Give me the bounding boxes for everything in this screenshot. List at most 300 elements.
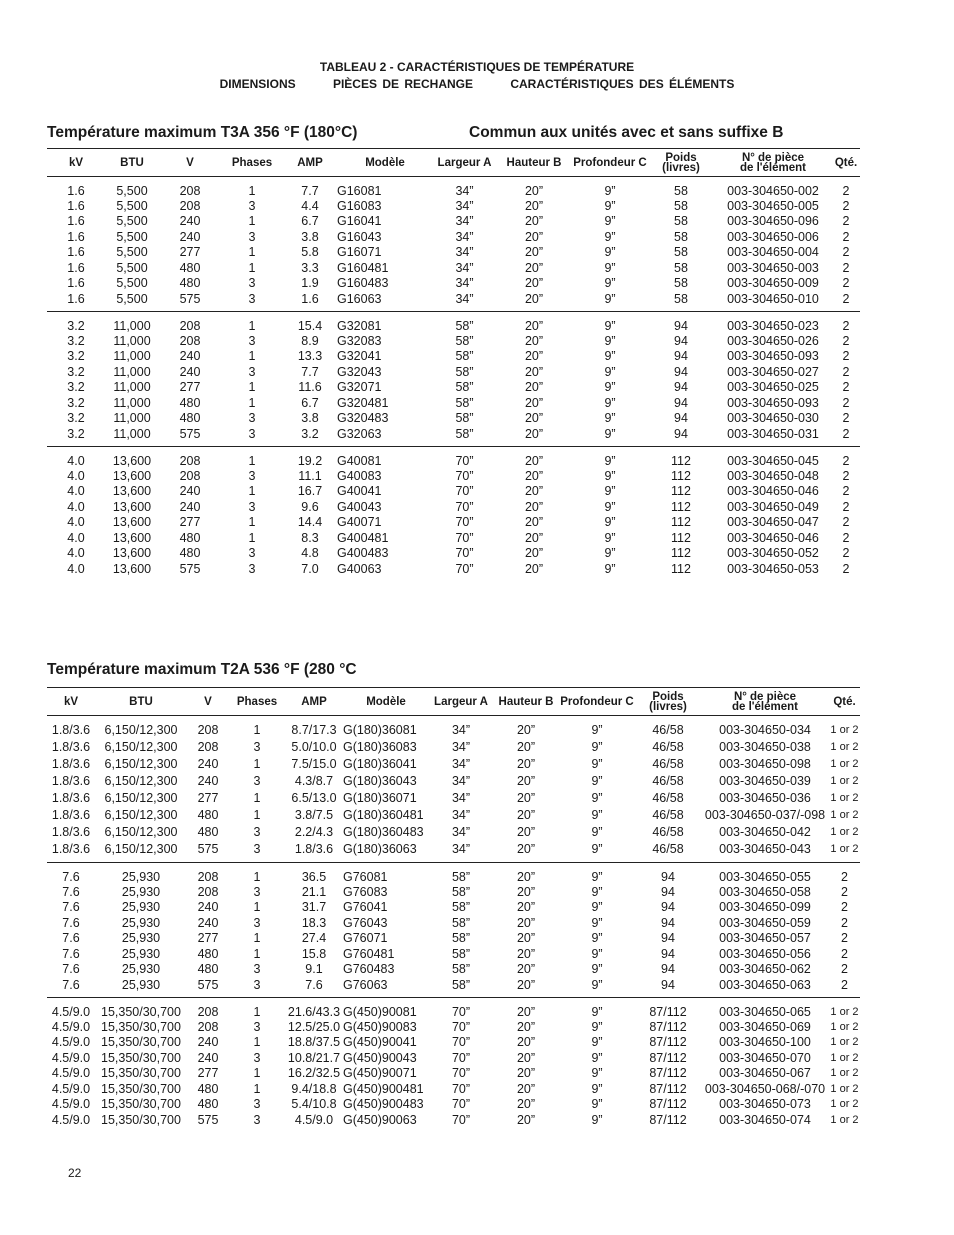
cell-model: G32043 <box>337 364 382 379</box>
cell-btu: 25,930 <box>121 977 161 992</box>
cell-part-number: 003-304650-070 <box>719 1050 811 1065</box>
cell-qty: 1 or 2 <box>830 724 859 737</box>
col-amp: AMP <box>297 156 323 169</box>
cell-amp: 36.5 <box>301 869 327 884</box>
cell-phases: 3 <box>253 915 261 930</box>
cell-part-number: 003-304650-043 <box>719 841 811 856</box>
table-row <box>47 931 860 947</box>
cell-height: 20” <box>516 915 536 930</box>
cell-model: G(450)90083 <box>343 1019 417 1034</box>
cell-v: 277 <box>179 245 201 260</box>
table-row <box>47 484 860 500</box>
cell-part-number: 003-304650-034 <box>719 723 811 738</box>
cell-phases: 3 <box>248 426 256 441</box>
cell-qty: 2 <box>842 515 850 530</box>
cell-v: 480 <box>197 946 219 961</box>
cell-btu: 5,500 <box>116 276 148 291</box>
cell-height: 20” <box>516 977 536 992</box>
cell-amp: 21.1 <box>301 884 327 899</box>
cell-width: 58” <box>455 411 474 426</box>
cell-phases: 1 <box>253 1066 261 1081</box>
row-group <box>47 863 860 998</box>
cell-qty: 2 <box>841 946 848 961</box>
cell-kv: 1.8/3.6 <box>51 791 91 805</box>
cell-amp: 6.7 <box>301 395 319 410</box>
cell-v: 575 <box>179 561 201 576</box>
cell-weight: 112 <box>671 453 691 468</box>
cell-btu: 25,930 <box>121 884 161 899</box>
cell-qty: 1 or 2 <box>830 842 859 855</box>
cell-width: 58” <box>455 364 474 379</box>
cell-v: 240 <box>179 229 201 244</box>
table-header-row <box>47 688 860 716</box>
table-row <box>47 998 860 1020</box>
cell-v: 575 <box>179 291 201 306</box>
cell-amp: 1.9 <box>301 276 319 291</box>
cell-part-number: 003-304650-047 <box>727 515 819 530</box>
cell-kv: 4.0 <box>67 468 85 483</box>
cell-width: 70” <box>455 468 474 483</box>
cell-amp: 9.4/18.8 <box>291 1081 337 1096</box>
cell-height: 20” <box>516 946 536 961</box>
cell-width: 58” <box>455 333 474 348</box>
cell-model: G16071 <box>337 245 382 260</box>
cell-depth: 9” <box>591 740 603 754</box>
cell-btu: 6,150/12,300 <box>104 723 178 738</box>
cell-kv: 1.8/3.6 <box>51 723 91 738</box>
cell-weight: 46/58 <box>652 808 684 822</box>
cell-btu: 5,500 <box>116 245 148 260</box>
cell-weight: 94 <box>674 333 688 348</box>
cell-depth: 9” <box>591 841 603 856</box>
cell-qty: 2 <box>842 333 850 348</box>
cell-height: 20” <box>516 869 536 884</box>
cell-width: 70” <box>451 1050 471 1065</box>
cell-width: 58” <box>455 349 474 364</box>
cell-model: G760481 <box>343 946 395 961</box>
cell-model: G32083 <box>337 333 382 348</box>
cell-weight: 94 <box>661 915 675 930</box>
cell-depth: 9” <box>604 333 616 348</box>
cell-btu: 15,350/30,700 <box>101 1019 181 1034</box>
cell-amp: 21.6/43.3 <box>287 1004 341 1019</box>
table-subheading <box>0 77 954 91</box>
cell-v: 480 <box>197 808 219 822</box>
cell-qty: 2 <box>842 364 850 379</box>
cell-model: G(450)900483 <box>343 1097 424 1112</box>
cell-part-number: 003-304650-099 <box>719 900 811 915</box>
cell-width: 70” <box>451 1066 471 1081</box>
cell-kv: 1.6 <box>67 291 85 306</box>
col-phases: Phases <box>236 695 278 708</box>
cell-part-number: 003-304650-003 <box>727 260 819 275</box>
cell-model: G40041 <box>337 484 382 499</box>
cell-amp: 7.5/15.0 <box>291 757 337 771</box>
col-part-number: N° de pièce de l'élément <box>739 151 806 174</box>
cell-depth: 9” <box>591 1112 603 1127</box>
cell-width: 34” <box>451 791 471 805</box>
cell-kv: 3.2 <box>67 333 85 348</box>
table-row <box>47 739 860 756</box>
cell-height: 20” <box>524 260 544 275</box>
cell-model: G(180)36081 <box>343 723 417 738</box>
cell-model: G40083 <box>337 468 382 483</box>
table-row <box>47 756 860 773</box>
cell-height: 20” <box>516 931 536 946</box>
cell-width: 70” <box>455 546 474 561</box>
table-row <box>47 214 860 230</box>
cell-amp: 15.8 <box>301 946 327 961</box>
cell-depth: 9” <box>604 380 616 395</box>
cell-kv: 4.5/9.0 <box>51 1019 91 1034</box>
cell-height: 20” <box>516 962 536 977</box>
table-row <box>47 546 860 562</box>
cell-phases: 3 <box>253 962 261 977</box>
cell-phases: 3 <box>253 884 261 899</box>
cell-phases: 1 <box>253 808 261 822</box>
cell-btu: 15,350/30,700 <box>101 1081 181 1096</box>
cell-btu: 13,600 <box>112 515 152 530</box>
cell-width: 58” <box>455 380 474 395</box>
cell-btu: 5,500 <box>116 214 148 229</box>
cell-amp: 5.4/10.8 <box>291 1097 337 1112</box>
cell-amp: 13.3 <box>297 349 323 364</box>
cell-kv: 7.6 <box>62 915 80 930</box>
table-row <box>47 291 860 312</box>
cell-v: 240 <box>197 774 219 788</box>
cell-depth: 9” <box>604 530 616 545</box>
cell-weight: 94 <box>674 349 688 364</box>
cell-v: 208 <box>197 723 219 738</box>
cell-qty: 2 <box>842 453 850 468</box>
cell-height: 20” <box>524 276 544 291</box>
cell-v: 480 <box>179 395 201 410</box>
cell-model: G(450)900481 <box>343 1081 424 1096</box>
cell-model: G16063 <box>337 291 382 306</box>
cell-height: 20” <box>516 757 536 771</box>
table-row <box>47 312 860 334</box>
cell-v: 277 <box>197 931 219 946</box>
cell-qty: 2 <box>842 395 850 410</box>
cell-depth: 9” <box>604 214 616 229</box>
cell-amp: 3.8/7.5 <box>294 808 334 822</box>
cell-phases: 1 <box>253 869 261 884</box>
cell-width: 34” <box>455 198 474 213</box>
cell-amp: 6.5/13.0 <box>291 791 337 805</box>
cell-qty: 1 or 2 <box>830 1020 859 1033</box>
cell-qty: 2 <box>842 546 850 561</box>
cell-v: 240 <box>197 1035 219 1050</box>
cell-width: 70” <box>451 1097 471 1112</box>
table-row <box>47 1112 860 1133</box>
cell-height: 20” <box>516 1097 536 1112</box>
cell-phases: 1 <box>253 757 261 771</box>
cell-width: 70” <box>451 1112 471 1127</box>
cell-btu: 6,150/12,300 <box>104 757 178 771</box>
cell-qty: 1 or 2 <box>830 1098 859 1111</box>
cell-part-number: 003-304650-093 <box>727 349 819 364</box>
cell-part-number: 003-304650-010 <box>727 291 819 306</box>
cell-qty: 2 <box>841 915 848 930</box>
cell-weight: 94 <box>674 364 688 379</box>
cell-btu: 6,150/12,300 <box>104 791 178 805</box>
cell-weight: 112 <box>671 530 691 545</box>
cell-btu: 5,500 <box>116 229 148 244</box>
cell-kv: 4.5/9.0 <box>51 1112 91 1127</box>
cell-model: G16081 <box>337 183 382 198</box>
table-row <box>47 1081 860 1097</box>
cell-depth: 9” <box>591 931 603 946</box>
cell-part-number: 003-304650-037/-098 <box>704 808 826 822</box>
cell-kv: 7.6 <box>62 884 80 899</box>
cell-height: 20” <box>524 349 544 364</box>
cell-v: 575 <box>197 1112 219 1127</box>
table-row <box>47 515 860 531</box>
cell-part-number: 003-304650-068/-070 <box>704 1081 826 1096</box>
cell-height: 20” <box>524 198 544 213</box>
col-kv: kV <box>68 156 84 169</box>
cell-amp: 6.7 <box>301 214 319 229</box>
cell-weight: 94 <box>661 962 675 977</box>
cell-part-number: 003-304650-046 <box>727 530 819 545</box>
cell-btu: 25,930 <box>121 931 161 946</box>
cell-qty: 2 <box>842 260 850 275</box>
cell-depth: 9” <box>604 546 616 561</box>
table-row <box>47 946 860 962</box>
cell-depth: 9” <box>591 884 603 899</box>
cell-part-number: 003-304650-057 <box>719 931 811 946</box>
cell-kv: 3.2 <box>67 426 85 441</box>
cell-v: 208 <box>179 453 201 468</box>
cell-kv: 4.5/9.0 <box>51 1050 91 1065</box>
cell-v: 480 <box>179 530 201 545</box>
cell-height: 20” <box>524 468 544 483</box>
cell-qty: 2 <box>842 561 850 576</box>
cell-width: 70” <box>455 484 474 499</box>
cell-phases: 3 <box>253 825 261 839</box>
cell-amp: 15.4 <box>297 318 323 333</box>
cell-depth: 9” <box>591 774 603 788</box>
cell-v: 277 <box>197 791 219 805</box>
cell-v: 208 <box>197 1004 219 1019</box>
table-row <box>47 395 860 411</box>
cell-width: 34” <box>451 723 471 738</box>
cell-btu: 6,150/12,300 <box>104 740 178 754</box>
cell-kv: 1.8/3.6 <box>51 757 91 771</box>
cell-depth: 9” <box>604 395 616 410</box>
table-row <box>47 773 860 790</box>
cell-depth: 9” <box>604 484 616 499</box>
cell-height: 20” <box>524 484 544 499</box>
cell-phases: 1 <box>248 453 256 468</box>
cell-weight: 87/112 <box>649 1004 687 1019</box>
cell-phases: 3 <box>248 546 256 561</box>
cell-amp: 11.1 <box>298 468 322 483</box>
cell-qty: 2 <box>842 245 850 260</box>
cell-amp: 1.6 <box>301 291 319 306</box>
cell-qty: 1 or 2 <box>830 775 859 787</box>
spec-table-t2a <box>47 687 860 1133</box>
cell-height: 20” <box>524 364 544 379</box>
cell-height: 20” <box>524 380 544 395</box>
cell-height: 20” <box>524 245 544 260</box>
table-row <box>47 364 860 380</box>
table-row <box>47 824 860 841</box>
cell-height: 20” <box>516 791 536 805</box>
cell-width: 34” <box>451 774 471 788</box>
cell-width: 58” <box>451 962 471 977</box>
col-phases: Phases <box>231 156 273 169</box>
cell-height: 20” <box>516 774 536 788</box>
cell-model: G320481 <box>337 395 389 410</box>
cell-phases: 3 <box>248 468 256 483</box>
cell-phases: 3 <box>248 561 256 576</box>
cell-depth: 9” <box>591 1050 603 1065</box>
cell-part-number: 003-304650-039 <box>719 774 811 788</box>
cell-v: 480 <box>179 260 201 275</box>
cell-kv: 4.0 <box>67 484 85 499</box>
cell-weight: 94 <box>661 931 675 946</box>
cell-kv: 1.6 <box>67 276 85 291</box>
cell-btu: 11,000 <box>113 333 151 348</box>
col-v: V <box>204 695 212 708</box>
cell-v: 480 <box>197 962 219 977</box>
cell-part-number: 003-304650-098 <box>719 757 811 771</box>
cell-kv: 1.8/3.6 <box>51 740 91 754</box>
table-row <box>47 499 860 515</box>
cell-height: 20” <box>524 411 544 426</box>
cell-model: G40071 <box>337 515 382 530</box>
cell-v: 240 <box>179 214 201 229</box>
cell-kv: 1.6 <box>67 214 85 229</box>
cell-model: G76071 <box>343 931 388 946</box>
row-group <box>47 998 860 1133</box>
cell-btu: 5,500 <box>116 198 148 213</box>
cell-btu: 25,930 <box>121 946 161 961</box>
cell-height: 20” <box>524 515 544 530</box>
cell-btu: 11,000 <box>113 411 151 426</box>
cell-part-number: 003-304650-038 <box>719 740 811 754</box>
col-qty: Qté. <box>834 156 858 169</box>
cell-amp: 3.8 <box>301 411 319 426</box>
cell-qty: 2 <box>842 411 850 426</box>
cell-amp: 5.8 <box>301 245 319 260</box>
cell-model: G(180)360483 <box>343 825 424 839</box>
cell-weight: 112 <box>671 468 691 483</box>
table-row <box>47 229 860 245</box>
cell-qty: 1 or 2 <box>830 826 859 838</box>
cell-qty: 2 <box>841 869 848 884</box>
cell-model: G16083 <box>337 198 382 213</box>
cell-phases: 3 <box>253 841 261 856</box>
cell-model: G76063 <box>343 977 388 992</box>
cell-v: 277 <box>179 380 201 395</box>
cell-v: 240 <box>179 484 201 499</box>
cell-phases: 3 <box>253 740 261 754</box>
cell-width: 34” <box>451 825 471 839</box>
cell-weight: 58 <box>674 229 688 244</box>
cell-weight: 87/112 <box>649 1066 687 1081</box>
cell-height: 20” <box>516 808 536 822</box>
cell-qty: 2 <box>842 183 850 198</box>
table-row <box>47 245 860 261</box>
cell-width: 58” <box>455 426 474 441</box>
cell-kv: 4.0 <box>67 453 85 468</box>
cell-btu: 25,930 <box>121 869 161 884</box>
cell-amp: 4.4 <box>301 198 319 213</box>
cell-model: G(180)36083 <box>343 740 417 754</box>
cell-phases: 1 <box>253 900 261 915</box>
cell-part-number: 003-304650-049 <box>727 499 819 514</box>
cell-weight: 46/58 <box>652 723 684 738</box>
cell-weight: 58 <box>674 245 688 260</box>
cell-v: 208 <box>179 333 201 348</box>
cell-depth: 9” <box>591 869 603 884</box>
cell-btu: 25,930 <box>121 915 161 930</box>
cell-height: 20” <box>516 841 536 856</box>
cell-part-number: 003-304650-093 <box>727 395 819 410</box>
table-row <box>47 333 860 349</box>
cell-qty: 1 or 2 <box>830 809 859 821</box>
cell-qty: 2 <box>841 931 848 946</box>
cell-amp: 3.2 <box>301 426 319 441</box>
sub-spare-parts: PIÈCES DE RECHANGE <box>332 77 473 91</box>
cell-btu: 15,350/30,700 <box>101 1066 181 1081</box>
col-weight: Poids (livres) <box>662 151 700 174</box>
cell-phases: 1 <box>248 260 256 275</box>
cell-weight: 46/58 <box>652 740 684 754</box>
cell-qty: 1 or 2 <box>830 1113 859 1126</box>
table-header-row <box>47 149 860 177</box>
cell-btu: 11,000 <box>113 426 151 441</box>
cell-amp: 1.8/3.6 <box>294 841 334 856</box>
col-btu: BTU <box>129 695 153 708</box>
cell-height: 20” <box>524 229 544 244</box>
cell-amp: 10.8/21.7 <box>287 1050 341 1065</box>
cell-v: 480 <box>197 1081 219 1096</box>
cell-amp: 11.6 <box>298 380 322 395</box>
table-row <box>47 900 860 916</box>
cell-weight: 94 <box>661 977 675 992</box>
cell-v: 240 <box>197 900 219 915</box>
cell-v: 277 <box>179 515 201 530</box>
cell-model: G40043 <box>337 499 382 514</box>
table-row <box>47 1050 860 1066</box>
cell-qty: 2 <box>842 291 850 306</box>
cell-kv: 3.2 <box>67 411 85 426</box>
cell-part-number: 003-304650-065 <box>719 1004 811 1019</box>
cell-weight: 46/58 <box>652 757 684 771</box>
cell-height: 20” <box>524 426 544 441</box>
col-weight: Poids (livres) <box>649 690 687 713</box>
cell-part-number: 003-304650-056 <box>719 946 811 961</box>
cell-amp: 3.3 <box>301 260 319 275</box>
row-group <box>47 716 860 863</box>
cell-width: 58” <box>451 900 471 915</box>
cell-width: 58” <box>455 318 474 333</box>
cell-amp: 4.8 <box>301 546 319 561</box>
table-row <box>47 276 860 292</box>
cell-width: 58” <box>451 915 471 930</box>
cell-qty: 2 <box>842 349 850 364</box>
cell-model: G(180)36041 <box>343 757 417 771</box>
cell-width: 34” <box>451 740 471 754</box>
cell-depth: 9” <box>591 723 603 738</box>
cell-amp: 2.2/4.3 <box>294 825 334 839</box>
cell-qty: 2 <box>842 318 850 333</box>
cell-qty: 2 <box>841 900 848 915</box>
cell-part-number: 003-304650-036 <box>719 791 811 805</box>
